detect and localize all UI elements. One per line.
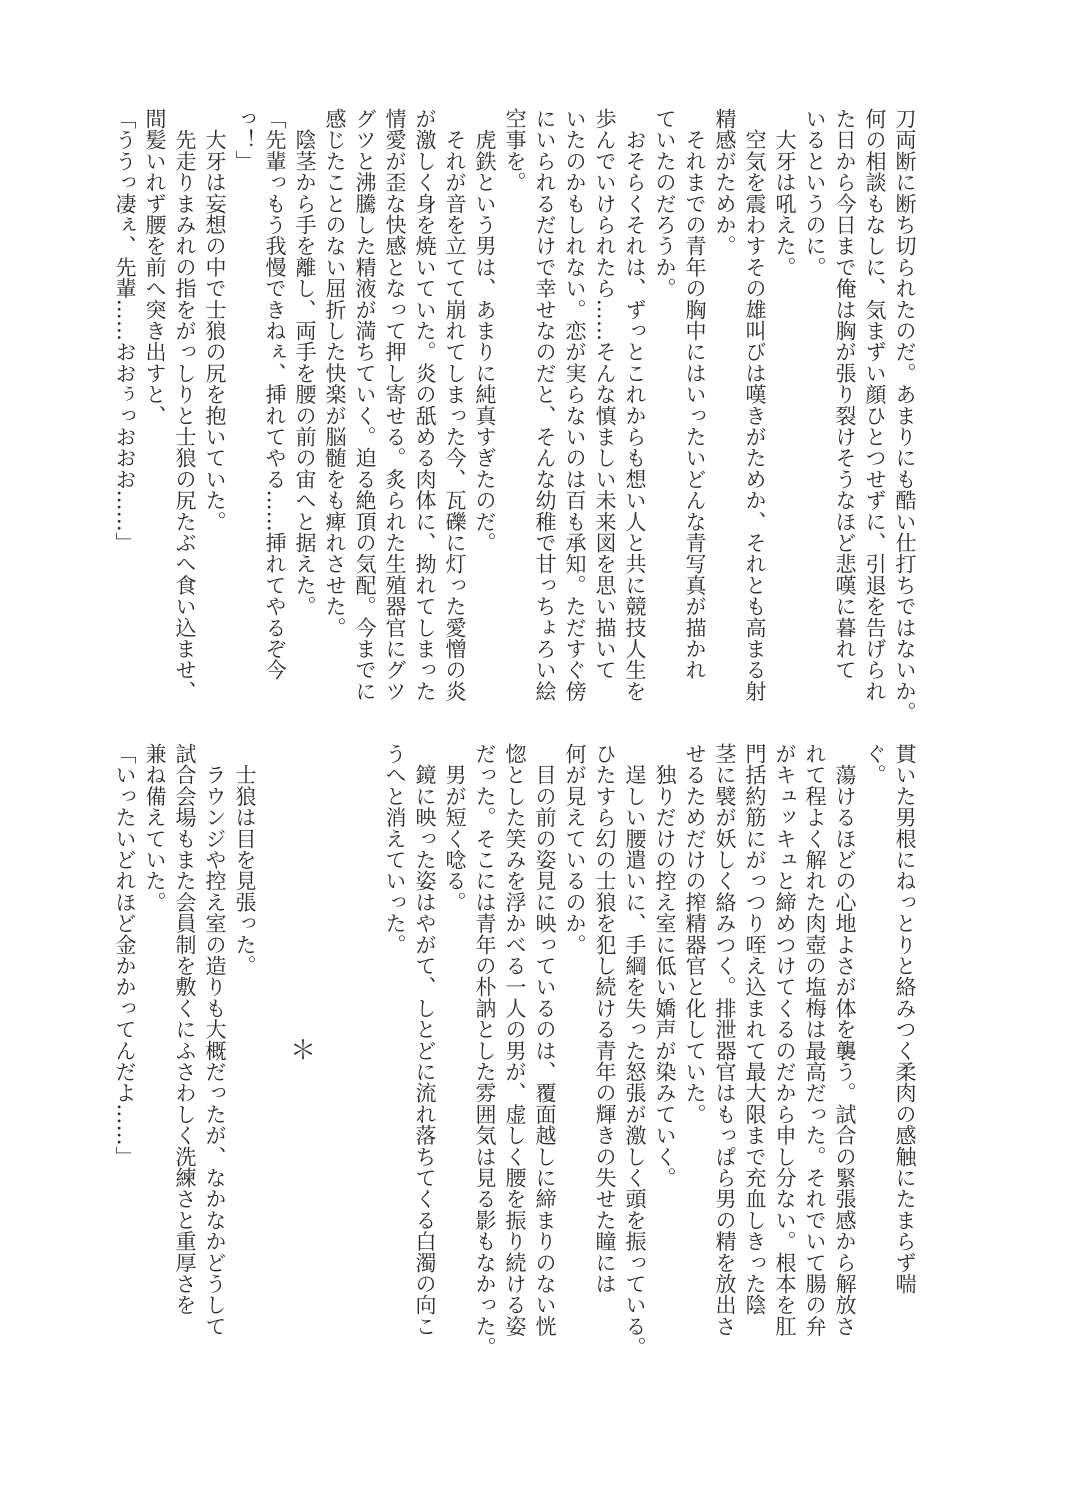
text-line: 歩んでいけられたら……そんな慎ましい未来図を思い描いて xyxy=(593,108,617,681)
text-line: 独りだけの控え室に低い嬌声が染みていく。 xyxy=(653,743,677,1189)
text-line: いるというのに。 xyxy=(803,108,827,278)
text-line: 「ううっ凄ぇ、先輩……おおぅっおおお……」 xyxy=(113,108,137,554)
text-block-upper xyxy=(110,108,920,723)
text-line: 何が見えているのか。 xyxy=(563,743,587,955)
text-line: 門括約筋にがっつり咥え込まれて最大限まで充血しきった陰 xyxy=(743,743,767,1316)
text-line: 先走りまみれの指をがっしりと士狼の尻たぶへ食い込ませ、 xyxy=(173,108,197,702)
text-line: ていたのだろうか。 xyxy=(653,108,677,299)
text-line: がキュッキュと締めつけてくるのだから申し分ない。根本を肛 xyxy=(773,743,797,1337)
text-line: 虎鉄という男は、あまりに純真すぎたのだ。 xyxy=(473,108,497,554)
text-line: が激しく身を焼いていた。炎の舐める肉体に、拗れてしまった xyxy=(413,108,437,702)
text-line: 「いったいどれほど金かかってんだよ……」 xyxy=(113,743,137,1167)
text-line: 士狼は目を見張った。 xyxy=(233,743,257,977)
text-line: 貫いた男根にねっとりと絡みつく柔肉の感触にたまらず喘 xyxy=(893,743,917,1295)
text-line: れて程よく解れた肉壺の塩梅は最高だった。それでいて腸の弁 xyxy=(803,743,827,1337)
text-line: ラウンジや控え室の造りも大概だったが、なかなかどうして xyxy=(203,743,227,1337)
text-line: っ！」 xyxy=(233,108,257,172)
text-line: それまでの青年の胸中にはいったいどんな青写真が描かれ xyxy=(683,108,707,681)
text-line: ぐ。 xyxy=(863,743,887,786)
text-line: 茎に襞が妖しく絡みつく。排泄器官はもっぱら男の精を放出さ xyxy=(713,743,737,1337)
text-line: 刀両断に断ち切られたのだ。あまりにも酷い仕打ちではないか。 xyxy=(893,108,917,723)
text-line xyxy=(320,743,350,1343)
text-line: た日から今日まで俺は胸が張り裂けそうなほど悲嘆に暮れて xyxy=(833,108,857,681)
text-line: それが音を立てて崩れてしまった今、瓦礫に灯った愛憎の炎 xyxy=(443,108,467,702)
text-block-lower xyxy=(110,743,920,1358)
text-line: 目の前の姿見に映っているのは、覆面越しに締まりのない恍 xyxy=(533,743,557,1337)
text-line: 空事を。 xyxy=(503,108,527,193)
text-line: 情愛が歪な快感となって押し寄せる。炙られた生殖器官にグツ xyxy=(383,108,407,702)
text-line: 何の相談もなしに、気まずい顔ひとつせずに、引退を告げられ xyxy=(863,108,887,702)
text-line: 男が短く唸る。 xyxy=(443,743,467,913)
text-line: 試合会場もまた会員制を敷くにふさわしく洗練さと重厚さを xyxy=(173,743,197,1316)
text-line: うへと消えていった。 xyxy=(383,743,407,955)
text-line: 陰茎から手を離し、両手を腰の前の宙へと据えた。 xyxy=(293,108,317,617)
text-line: 「先輩っもう我慢できねぇ、挿れてやる……挿れてやるぞ今 xyxy=(263,108,287,681)
text-line: 蕩けるほどの心地よさが体を襲う。試合の緊張感から解放さ xyxy=(833,743,857,1337)
text-line: 間髪いれず腰を前へ突き出すと、 xyxy=(143,108,167,426)
text-line xyxy=(350,743,380,1343)
text-line: 空気を震わすその雄叫びは嘆きがためか、それとも高まる射 xyxy=(743,108,767,702)
text-line: 精感がためか。 xyxy=(713,108,737,257)
text-line: にいられるだけで幸せなのだと、そんな幼稚で甘っちょろい絵 xyxy=(533,108,557,702)
text-line xyxy=(260,743,290,1343)
text-line: おそらくそれは、ずっとこれからも想い人と共に競技人生を xyxy=(623,108,647,702)
text-line: 逞しい腰遣いに、手綱を失った怒張が激しく頭を振っている。 xyxy=(623,743,647,1358)
text-line: せるためだけの搾精器官と化していた。 xyxy=(683,743,707,1125)
scene-break-asterisk: ＊ xyxy=(290,1036,317,1066)
text-line: ひたすら幻の士狼を犯し続ける青年の輝きの失せた瞳には xyxy=(593,743,617,1295)
text-line: 感じたことのない屈折した快楽が脳髄をも痺れさせた。 xyxy=(323,108,347,638)
text-line: 大牙は吼えた。 xyxy=(773,108,797,278)
text-line: 惚とした笑みを浮かべる一人の男が、虚しく腰を振り続ける姿 xyxy=(503,743,527,1337)
text-line: 鏡に映った姿はやがて、しとどに流れ落ちてくる白濁の向こ xyxy=(413,743,437,1337)
text-line: グツと沸騰した精液が満ちていく。迫る絶頂の気配。今までに xyxy=(353,108,377,702)
text-line: だった。そこには青年の朴訥とした雰囲気は見る影もなかった。 xyxy=(473,743,497,1358)
text-line: 兼ね備えていた。 xyxy=(143,743,167,913)
text-line: いたのかもしれない。恋が実らないのは百も承知。ただすぐ傍 xyxy=(563,108,587,702)
text-line: 大牙は妄想の中で士狼の尻を抱いていた。 xyxy=(203,108,227,532)
